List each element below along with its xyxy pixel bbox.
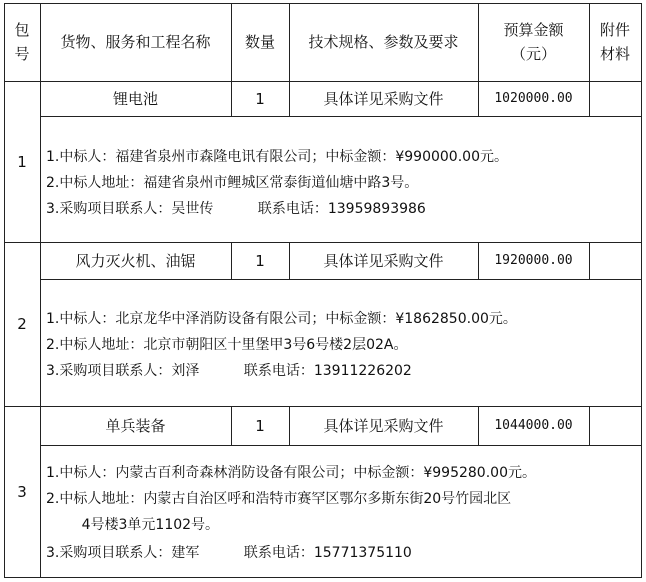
- table-border-bottom: [4, 577, 642, 578]
- award-detail-line: 3.采购项目联系人：吴世传 联系电话：13959893986: [46, 201, 426, 217]
- item-name: 风力灭火机、油锯: [75, 251, 196, 270]
- header-budget: [478, 3, 589, 81]
- item-budget: 1044000.00: [494, 417, 573, 433]
- header-attachment-line1: 附件: [599, 21, 630, 39]
- item-attachment: [589, 81, 641, 116]
- row3-item-separator: [40, 445, 642, 446]
- header-package: [4, 3, 40, 81]
- award-detail-line: 2.中标人地址：福建省泉州市鲤城区常泰街道仙塘中路3号。: [46, 175, 419, 191]
- package-number: 2: [17, 315, 27, 333]
- award-detail-line: 4号楼3单元1102号。: [46, 517, 220, 533]
- award-detail-line: 2.中标人地址：内蒙古自治区呼和浩特市赛罕区鄂尔多斯东街20号竹园北区: [46, 491, 512, 507]
- item-attachment: [589, 242, 641, 279]
- item-specification: 具体详见采购文件: [323, 416, 444, 435]
- table-border-right: [641, 3, 642, 577]
- row1-item-separator: [40, 116, 642, 117]
- header-attachment-line2: 材料: [599, 45, 630, 63]
- award-detail-line: 1.中标人：内蒙古百利奇森林消防设备有限公司；中标金额：¥995280.00元。: [46, 465, 536, 481]
- item-quantity: 1: [255, 416, 265, 435]
- item-attachment: [589, 406, 641, 445]
- item-budget: 1920000.00: [494, 252, 573, 268]
- item-name: 单兵装备: [105, 416, 166, 435]
- item-budget: 1020000.00: [494, 90, 573, 106]
- package-number: 3: [17, 482, 27, 501]
- award-detail-line: 1.中标人：北京龙华中泽消防设备有限公司；中标金额：¥1862850.00元。: [46, 311, 517, 327]
- award-detail-line: 3.采购项目联系人：建军 联系电话：15771375110: [46, 545, 412, 561]
- header-specification: 技术规格、参数及要求: [308, 33, 459, 51]
- award-detail-line: 2.中标人地址：北京市朝阳区十里堡甲3号6号楼2层02A。: [46, 337, 408, 353]
- award-detail-line: 3.采购项目联系人：刘泽 联系电话：13911226202: [46, 363, 412, 379]
- row2-item-separator: [40, 279, 642, 280]
- award-detail-line: 1.中标人：福建省泉州市森隆电讯有限公司；中标金额：¥990000.00元。: [46, 149, 508, 165]
- header-item-name: 货物、服务和工程名称: [60, 33, 211, 51]
- header-quantity: 数量: [244, 33, 275, 51]
- header-package-line2: 号: [14, 45, 30, 63]
- header-attachment: [589, 3, 641, 81]
- item-specification: 具体详见采购文件: [323, 89, 444, 108]
- item-quantity: 1: [255, 89, 265, 108]
- item-specification: 具体详见采购文件: [323, 251, 444, 270]
- package-number: 1: [17, 152, 27, 171]
- item-quantity: 1: [255, 251, 265, 270]
- header-package-line1: 包: [14, 21, 30, 39]
- item-name: 锂电池: [112, 89, 158, 108]
- header-budget-line2: （元）: [510, 45, 556, 63]
- header-budget-line1: 预算金额: [503, 21, 564, 39]
